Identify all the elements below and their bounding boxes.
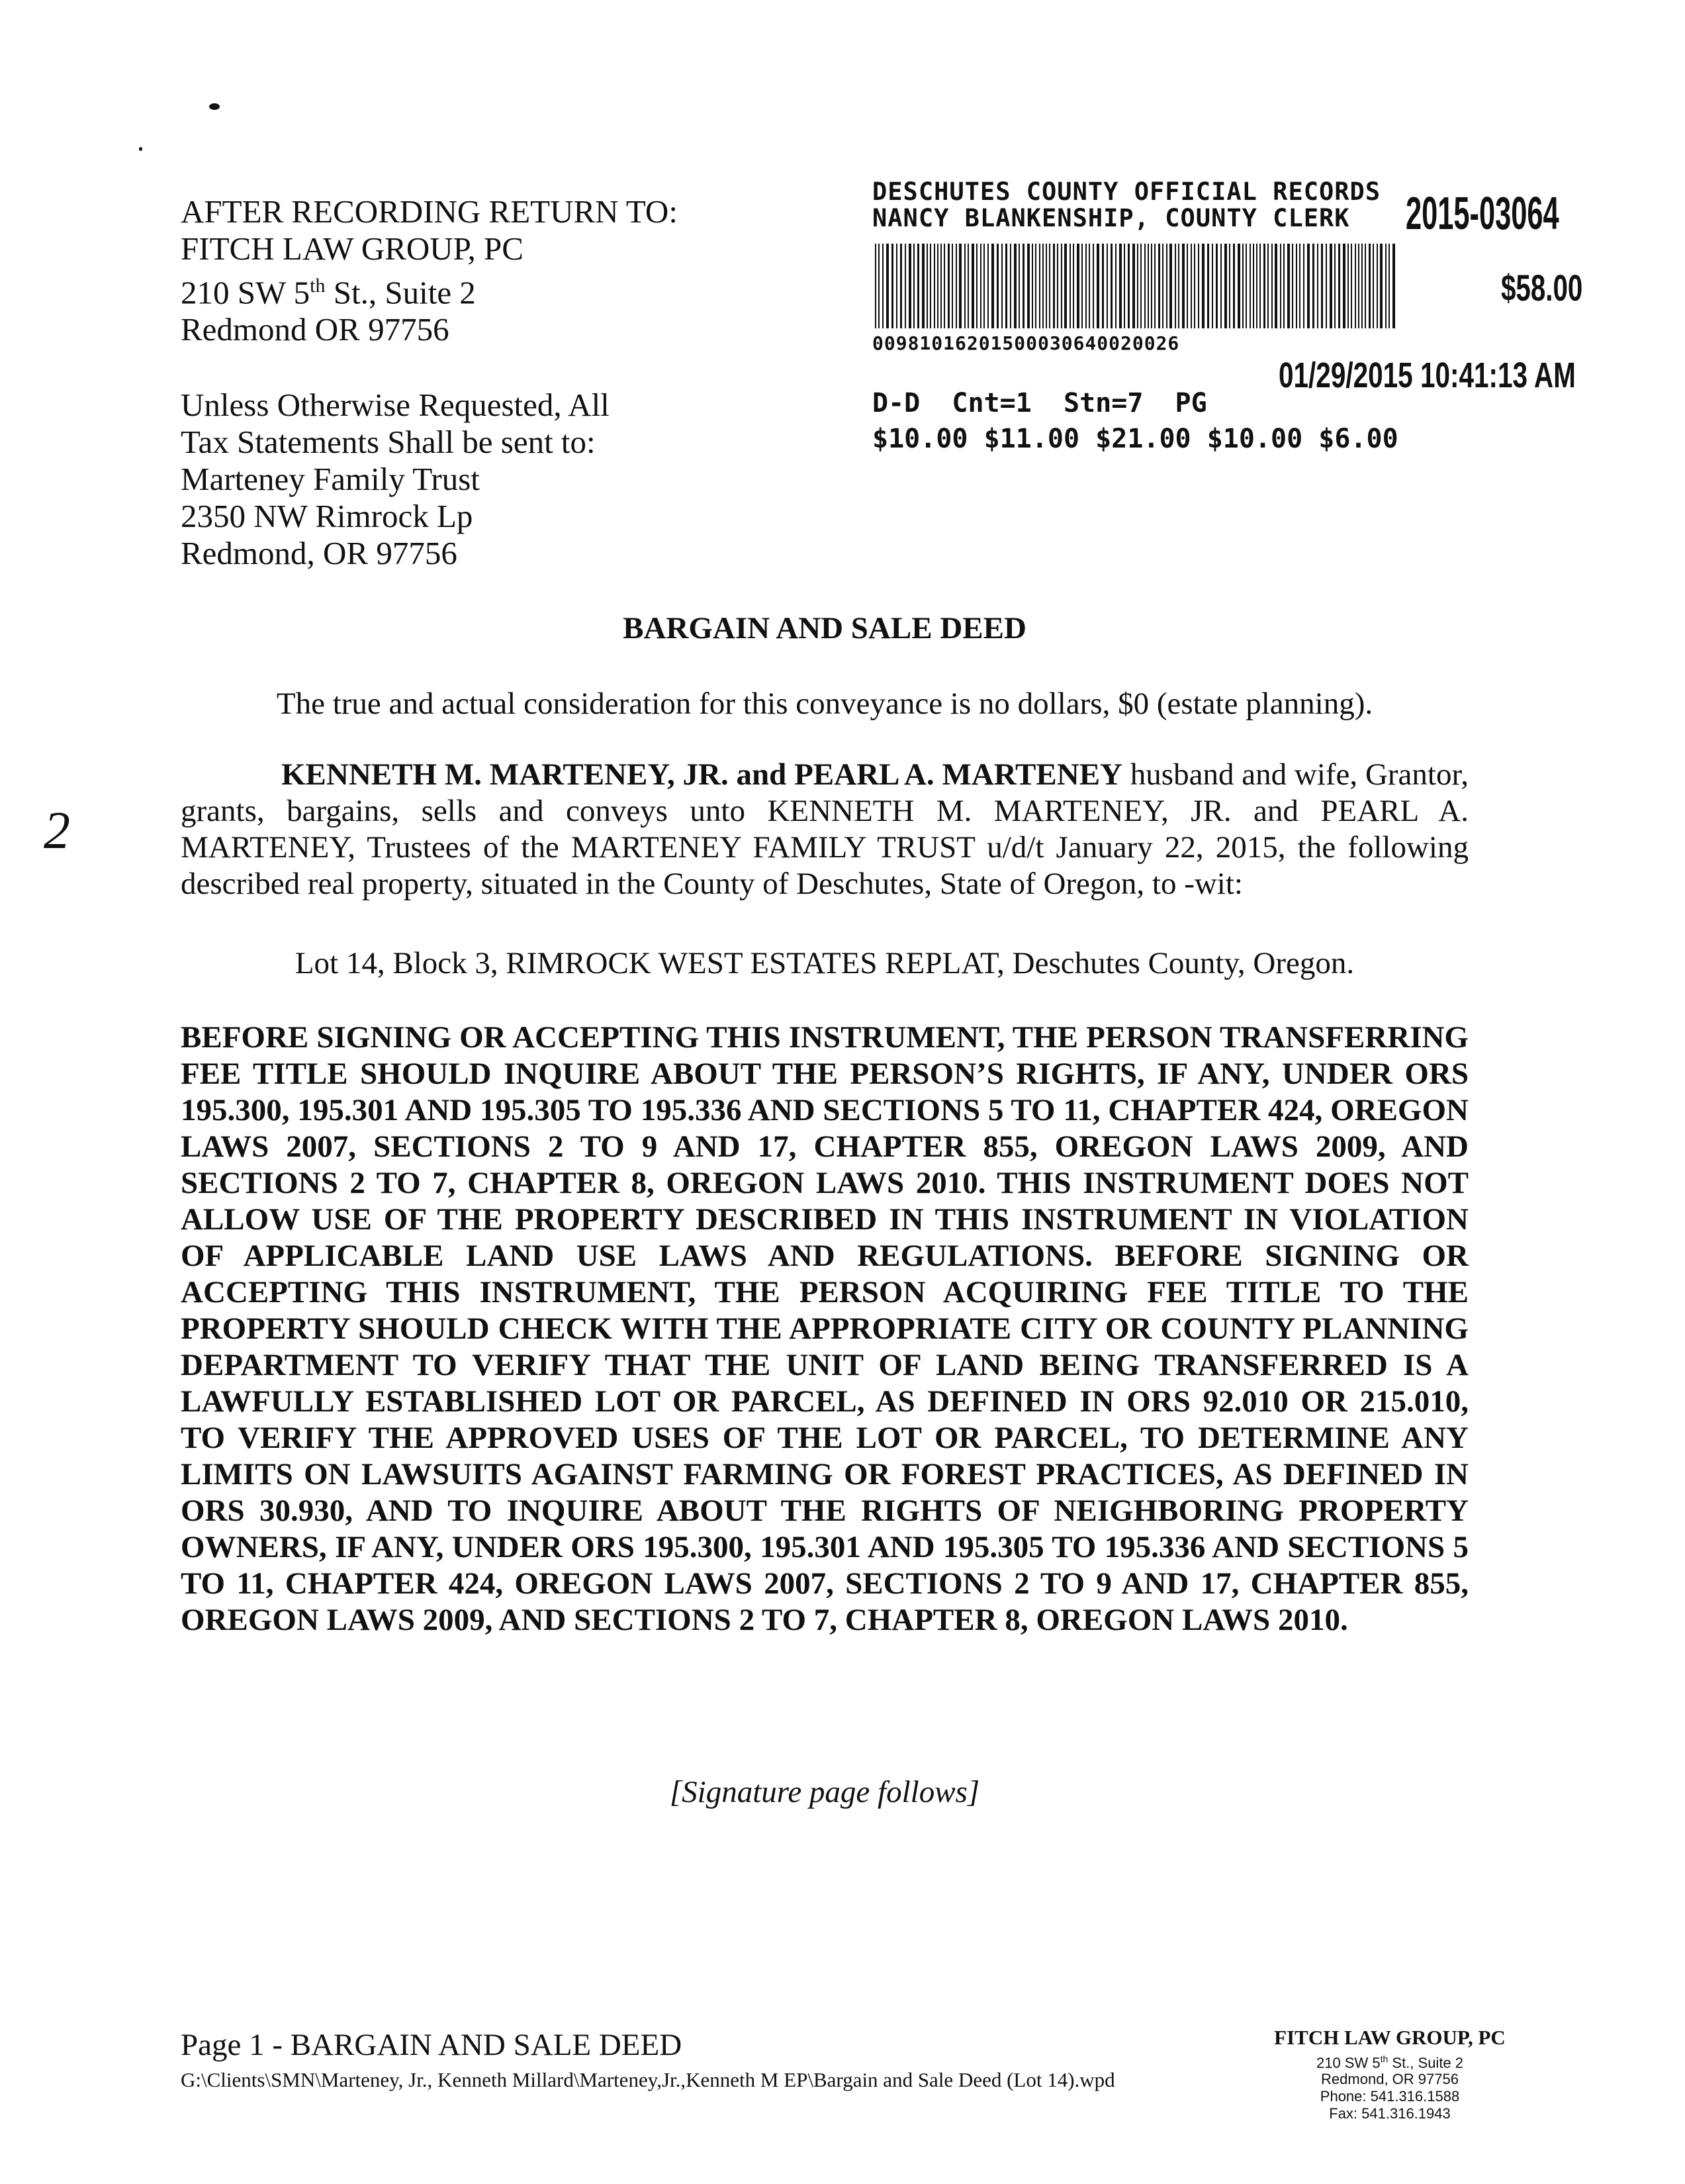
barcode-bar [934, 244, 935, 328]
barcode-bar [1380, 244, 1383, 328]
barcode-bar [1039, 244, 1040, 328]
barcode-bar [1334, 244, 1336, 328]
signature-page-note: [Signature page follows] [669, 1775, 980, 1809]
barcode-bar [1175, 244, 1176, 328]
barcode-bar [1102, 244, 1104, 328]
barcode-bar [1158, 244, 1160, 328]
barcode-bar [1287, 244, 1290, 328]
return-to-line: 210 SW 5th St., Suite 2 [181, 274, 476, 311]
statutory-warning: BEFORE SIGNING OR ACCEPTING THIS INSTRUMENT, THE PERSON TRANSFERRING FEE TITLE SHOULD INQUIRE ABOUT THE PERSON’S RIGHTS, IF ANY, UNDER ORS 195.300, 195.301 AND 195.305 TO 195.336 AND SECTIONS 5 TO 11, CHAPTER 424, OREGON LAWS 2007, SECTIONS 2 TO 9 AND 17, CHAPTER 855, OREGON LAWS 2009, AND SECTIONS 2 TO 7, CHAPTER 8, OREGON LAWS 2010. THIS INSTRUMENT DOES NOT ALLOW USE OF THE PROPERTY DESCRIBED IN THIS INSTRUMENT IN VIOLATION OF APPLICABLE LAND USE LAWS AND REGULATIONS. BEFORE SIGNING OR ACCEPTING THIS INSTRUMENT, THE PERSON ACQUIRING FEE TITLE TO THE PROPERTY SHOULD CHECK WITH THE APPROPRIATE CITY OR COUNTY PLANNING DEPARTMENT TO VERIFY THAT THE UNIT OF LAND BEING TRANSFERRED IS A LAWFULLY ESTABLISHED LOT OR PARCEL, AS DEFINED IN ORS 92.010 OR 215.010, TO VERIFY THE APPROVED USES OF THE LOT OR PARCEL, TO DETERMINE ANY LIMITS ON LAWSUITS AGAINST FARMING OR FOREST PRACTICES, AS DEFINED IN ORS 30.930, AND TO INQUIRE ABOUT THE RIGHTS OF NEIGHBORING PROPERTY OWNERS, IF ANY, UNDER ORS 195.300, 195.301 AND 195.305 TO 195.336 AND SECTIONS 5 TO 11, CHAPTER 424, OREGON LAWS 2007, SECTIONS 2 TO 9 AND 17, CHAPTER 855, OREGON LAWS 2009, AND SECTIONS 2 TO 7, CHAPTER 8, OREGON LAWS 2010. [181, 1020, 1469, 1637]
footer-file-path: G:\Clients\SMN\Marteney, Jr., Kenneth Millard\Marteney,Jr.,Kenneth M EP\Bargain and Sale Deed (Lot 14).wpd [181, 2068, 1115, 2091]
barcode-bar [1148, 244, 1149, 328]
recording-codes: D-D Cnt=1 Stn=7 PG [872, 388, 1207, 418]
barcode-bar [878, 244, 880, 328]
barcode-bar [1303, 244, 1304, 328]
barcode-bar [1224, 244, 1227, 328]
return-to-block [181, 193, 678, 348]
barcode-bar [1154, 244, 1156, 328]
barcode-bar [1085, 244, 1087, 328]
tax-heading-line: Tax Statements Shall be sent to: [181, 424, 596, 460]
barcode-bar [1119, 244, 1122, 328]
barcode-bar [1001, 244, 1003, 328]
scan-speck [139, 147, 142, 151]
barcode-bar [1259, 244, 1261, 328]
barcode-bar [983, 244, 985, 328]
barcode-bar [1246, 244, 1247, 328]
barcode-bar [987, 244, 989, 328]
barcode-bar [937, 244, 938, 328]
barcode-bar [1064, 244, 1067, 328]
barcode-bar [1053, 244, 1055, 328]
barcode-bar [997, 244, 999, 328]
return-to-line: FITCH LAW GROUP, PC [181, 230, 524, 267]
tax-recipient-line: 2350 NW Rimrock Lp [181, 498, 473, 534]
barcode-bar [940, 244, 942, 328]
barcode-bar [1144, 244, 1146, 328]
barcode-bar [1389, 244, 1390, 328]
barcode-bar [1330, 244, 1332, 328]
barcode-bar [1032, 244, 1033, 328]
barcode-bar [964, 244, 966, 328]
barcode-bar [896, 244, 897, 328]
barcode-bar [1296, 244, 1297, 328]
recording-fee: $58.00 [1501, 267, 1583, 309]
barcode-bar [1207, 244, 1209, 328]
barcode-bar [1081, 244, 1083, 328]
barcode-number: 00981016201500030640020026 [872, 332, 1180, 354]
barcode-bar [1070, 244, 1071, 328]
barcode-bar [913, 244, 915, 328]
barcode-bar [1151, 244, 1152, 328]
tax-statements-block [181, 387, 610, 572]
deed-title: BARGAIN AND SALE DEED [623, 611, 1026, 645]
footer-page-label: Page 1 - BARGAIN AND SALE DEED [181, 2028, 682, 2062]
recording-amounts: $10.00 $11.00 $21.00 $10.00 $6.00 [872, 424, 1398, 454]
barcode-bar [1057, 244, 1058, 328]
barcode-bar [917, 244, 919, 328]
barcode-bar [1046, 244, 1047, 328]
barcode-bar [948, 244, 950, 328]
barcode-bar [1162, 244, 1163, 328]
barcode-bar [886, 244, 889, 328]
barcode-bar [976, 244, 978, 328]
barcode-bar [1137, 244, 1138, 328]
county-clerk: NANCY BLANKENSHIP, COUNTY CLERK [872, 204, 1350, 232]
barcode-bar [1035, 244, 1036, 328]
barcode-bar [1027, 244, 1030, 328]
barcode-bar [1220, 244, 1222, 328]
barcode-bar [1128, 244, 1130, 328]
barcode-bar [968, 244, 969, 328]
barcode-bar [1326, 244, 1327, 328]
barcode-bar [1250, 244, 1251, 328]
barcode-bar [1093, 244, 1094, 328]
barcode-bar [959, 244, 962, 328]
barcode-bar [1347, 244, 1349, 328]
barcode-bar [1111, 244, 1113, 328]
barcode-bar [1169, 244, 1172, 328]
barcode-bar [1351, 244, 1352, 328]
barcode-bar [1283, 244, 1285, 328]
barcode-bar [1358, 244, 1359, 328]
barcode-bar [1194, 244, 1195, 328]
barcode-bar [1229, 244, 1230, 328]
recording-datetime: 01/29/2015 10:41:13 AM [1279, 356, 1576, 395]
barcode-bar [1132, 244, 1135, 328]
barcode-bar [1140, 244, 1142, 328]
barcode-bar [1182, 244, 1185, 328]
barcode-bar [1365, 244, 1366, 328]
barcode-bar [1299, 244, 1300, 328]
barcode-bar [922, 244, 925, 328]
grantor-names: KENNETH M. MARTENEY, JR. and PEARL A. MARTENEY [281, 757, 1122, 792]
barcode-bar [1267, 244, 1269, 328]
footer-firm-name: FITCH LAW GROUP, PC [1274, 2026, 1506, 2049]
barcode-bar [952, 244, 953, 328]
barcode-bar [1077, 244, 1079, 328]
barcode-bar [1014, 244, 1017, 328]
barcode-bar [909, 244, 911, 328]
barcode-bar [972, 244, 974, 328]
barcode-bar [1216, 244, 1218, 328]
barcode-bar [1187, 244, 1188, 328]
barcode-bar [1263, 244, 1265, 328]
tax-recipient-line: Marteney Family Trust [181, 461, 480, 497]
barcode-bar [1355, 244, 1356, 328]
return-to-heading: AFTER RECORDING RETURN TO: [181, 193, 678, 230]
barcode-bar [1178, 244, 1179, 328]
barcode-bar [891, 244, 893, 328]
footer-firm-city: Redmond, OR 97756 [1321, 2071, 1459, 2087]
scan-speck [209, 103, 220, 110]
granting-text: husband and wife, Grantor, grants, bargains, sells and conveys unto KENNETH M. MARTENEY, JR. and PEARL A. MARTENEY, Trustees of the MARTENEY FAMILY TRUST u/d/t January 22, 2015, the following described real property, situated in the County of Deschutes, State of Oregon, to -wit: [181, 757, 1469, 901]
footer-firm-fax: Fax: 541.316.1943 [1329, 2105, 1451, 2122]
barcode-bar [1124, 244, 1125, 328]
barcode-bar [875, 244, 876, 328]
barcode-bar [927, 244, 928, 328]
footer-firm-address: 210 SW 5th St., Suite 2 [1316, 2054, 1464, 2071]
barcode-bar [944, 244, 945, 328]
barcode-bar [1107, 244, 1108, 328]
barcode-bar [1005, 244, 1007, 328]
return-to-line: Redmond OR 97756 [181, 311, 449, 348]
barcode-bar [1166, 244, 1167, 328]
barcode-bar [1010, 244, 1011, 328]
tax-heading-line: Unless Otherwise Requested, All [181, 387, 610, 423]
barcode-bar [1233, 244, 1235, 328]
barcode-bar [1307, 244, 1310, 328]
barcode-bar [1275, 244, 1277, 328]
barcode-bar [1338, 244, 1340, 328]
document-number: 2015-03064 [1406, 187, 1559, 239]
barcode-bar [1202, 244, 1205, 328]
barcode-bar [1280, 244, 1281, 328]
barcode-bar [1049, 244, 1050, 328]
barcode-bar [1061, 244, 1062, 328]
handwritten-margin-mark: 2 [44, 802, 70, 860]
barcode-bar [1023, 244, 1025, 328]
tax-recipient-line: Redmond, OR 97756 [181, 535, 457, 571]
barcode-bar [1271, 244, 1273, 328]
barcode-bar [1073, 244, 1074, 328]
barcode-bar [1191, 244, 1192, 328]
barcode-bar [882, 244, 884, 328]
barcode-bar [1089, 244, 1090, 328]
barcode-bar [1242, 244, 1244, 328]
barcode-bar [1042, 244, 1044, 328]
barcode-bar [1019, 244, 1020, 328]
barcode-bar [1198, 244, 1199, 328]
barcode-bar [1238, 244, 1240, 328]
consideration-statement: The true and actual consideration for this conveyance is no dollars, $0 (estate planning). [276, 687, 1373, 721]
recording-office: DESCHUTES COUNTY OFFICIAL RECORDS [872, 177, 1381, 206]
footer-firm-phone: Phone: 541.316.1588 [1320, 2088, 1460, 2105]
barcode-bar [956, 244, 957, 328]
barcode-bar [1115, 244, 1116, 328]
barcode-bar [1292, 244, 1293, 328]
barcode-bar [1369, 244, 1371, 328]
granting-paragraph [181, 757, 1469, 902]
barcode-bar [1377, 244, 1378, 328]
barcode-bar [930, 244, 931, 328]
barcode-bar [1321, 244, 1323, 328]
legal-description: Lot 14, Block 3, RIMROCK WEST ESTATES REPLAT, Deschutes County, Oregon. [295, 946, 1355, 980]
barcode-bar [1097, 244, 1099, 328]
barcode-bar [900, 244, 902, 328]
barcode-bar [1312, 244, 1314, 328]
barcode-bar [1373, 244, 1374, 328]
barcode-bar [1361, 244, 1363, 328]
barcode-bar [980, 244, 981, 328]
barcode-bar [1256, 244, 1257, 328]
barcode-bar [905, 244, 906, 328]
barcode-bar [1343, 244, 1345, 328]
barcode-bar [1212, 244, 1213, 328]
barcode [872, 244, 1396, 328]
barcode-bar [1385, 244, 1387, 328]
barcode-bar [1253, 244, 1254, 328]
barcode-bar [991, 244, 994, 328]
barcode-bar [1317, 244, 1318, 328]
barcode-bar [1392, 244, 1395, 328]
